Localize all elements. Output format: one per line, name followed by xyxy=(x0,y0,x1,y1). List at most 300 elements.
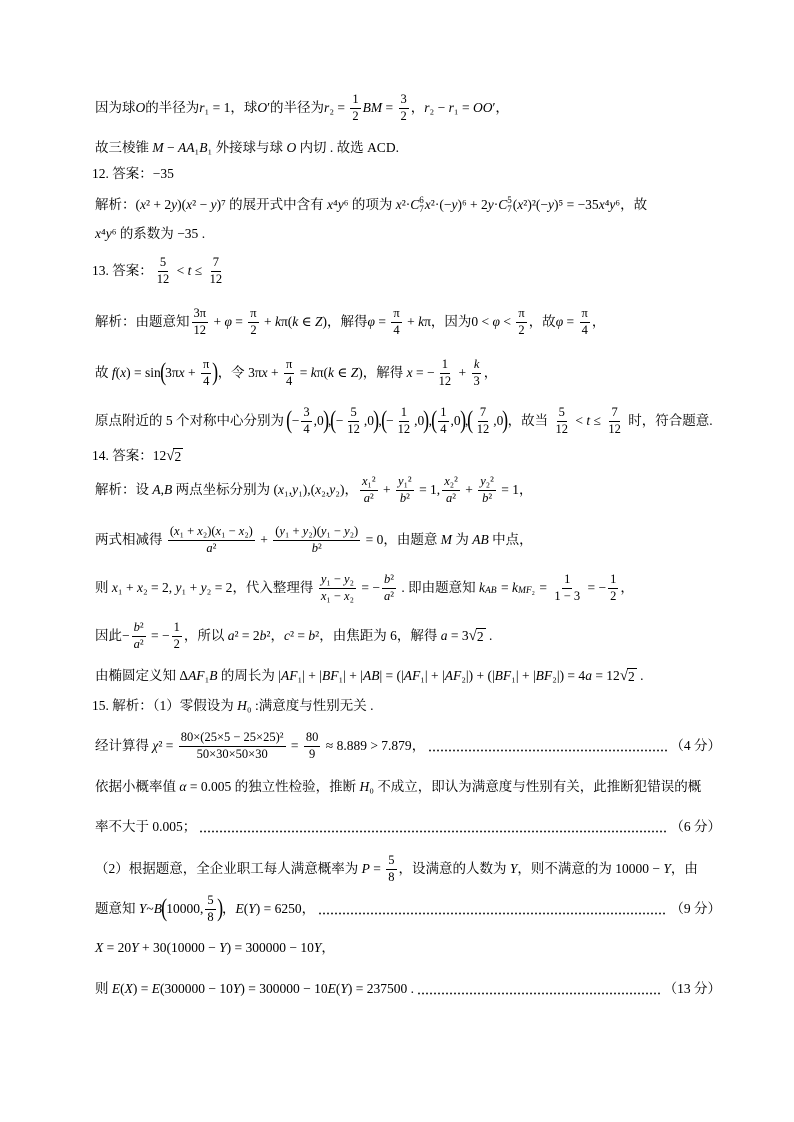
math-expression: (x² + 2y)(x² − y)⁷ xyxy=(135,196,226,212)
text-run: 内切 . 故选 xyxy=(296,139,368,155)
math-variable: χ xyxy=(152,737,159,753)
text-run: :满意度与性别无关 . xyxy=(251,697,374,713)
fraction-denominator: 12 xyxy=(438,373,452,388)
math-expression: O′ xyxy=(257,99,271,115)
text-run: ， xyxy=(221,900,236,916)
fraction-numerator: 1 xyxy=(438,406,448,422)
text-run: ， xyxy=(301,900,316,916)
text-run: ， xyxy=(270,627,284,643)
math-variable: x xyxy=(395,196,402,212)
math-expression xyxy=(510,861,518,877)
math-expression: − xyxy=(122,627,130,643)
text-run: ，设满意的人数为 xyxy=(398,860,510,876)
math-expression: = − xyxy=(357,579,380,595)
math-variable: x xyxy=(278,481,284,497)
math-variable: a xyxy=(206,540,213,555)
bracket: ( xyxy=(161,894,168,922)
math-variable: φ xyxy=(367,313,376,329)
math-variable: Y xyxy=(340,980,348,996)
math-variable: x xyxy=(517,196,524,212)
text-run: ，解得 xyxy=(327,313,368,329)
fraction-denominator: 12 xyxy=(347,421,360,436)
math-expression: , xyxy=(465,412,469,428)
math-expression: ,0 xyxy=(493,412,504,428)
fraction xyxy=(399,93,409,124)
math-expression: + xyxy=(455,364,470,380)
math-variable: x xyxy=(136,579,143,595)
fraction xyxy=(248,307,258,338)
math-variable: y xyxy=(487,196,494,212)
text-run: 12. 答案： xyxy=(92,165,153,181)
text-run: 为 xyxy=(451,531,473,547)
q14-solution-line-2 xyxy=(95,516,721,564)
math-expression: φ = xyxy=(555,313,578,329)
q15-part2-line-4 xyxy=(95,965,721,1013)
math-variable: AB xyxy=(472,531,489,547)
math-variable: O xyxy=(135,99,146,115)
math-variable: y xyxy=(200,579,207,595)
fraction-numerator: π xyxy=(580,307,590,323)
fraction xyxy=(437,358,454,389)
fraction-numerator: 1 xyxy=(562,573,572,589)
text-run: ，故 xyxy=(620,196,648,212)
fraction xyxy=(155,256,172,287)
text-run: ， xyxy=(519,481,533,497)
fraction xyxy=(516,307,526,338)
math-variable: x xyxy=(315,481,322,497)
radical-sign: √ xyxy=(619,668,629,685)
math-variable: y xyxy=(279,523,285,538)
dot-leader xyxy=(318,912,667,915)
fraction-denominator: 1 − 3 xyxy=(554,588,581,603)
math-expression: α = 0.005 xyxy=(179,778,232,794)
fraction xyxy=(304,731,321,762)
bracket: ( xyxy=(467,406,474,434)
fraction-numerator: 3 xyxy=(301,406,311,422)
math-expression: + xyxy=(256,531,272,547)
fraction xyxy=(552,573,582,604)
fraction-numerator: y₂² xyxy=(478,475,496,491)
math-expression: = 1 xyxy=(497,481,520,497)
fraction xyxy=(350,93,360,124)
text-run: ，则不满意的为 xyxy=(517,860,616,876)
fraction xyxy=(205,894,215,925)
math-expression: A,B xyxy=(152,481,173,497)
text-run: . xyxy=(198,225,206,241)
bracket: ( xyxy=(431,406,438,434)
math-variable: BM xyxy=(362,99,383,115)
math-variable: b xyxy=(259,627,267,643)
math-expression: M − AA₁B₁ xyxy=(152,139,213,155)
math-expression: r₂ − r₁ = OO′ xyxy=(424,99,496,115)
math-expression: = xyxy=(287,737,302,753)
math-variable: y xyxy=(210,196,217,212)
math-variable: BF xyxy=(535,667,553,683)
math-variable: AF xyxy=(188,667,205,683)
math-variable: f xyxy=(111,364,116,380)
math-variable: MF xyxy=(517,586,532,597)
math-variable: Y xyxy=(248,900,256,916)
fraction-numerator: 5 xyxy=(205,894,215,910)
math-expression: = k xyxy=(497,579,518,595)
bracket: ( xyxy=(330,406,337,434)
math-variable: φ xyxy=(492,313,500,329)
math-expression: < t ≤ xyxy=(572,412,605,428)
text-run: ，球 xyxy=(230,99,258,115)
math-variable: C xyxy=(498,196,508,212)
math-expression: + xyxy=(379,481,395,497)
text-run: ，故当 xyxy=(507,412,552,428)
fraction-denominator: 2 xyxy=(400,108,407,123)
math-expression: + kπ(k ∈ Z) xyxy=(260,313,328,329)
math-variable: a xyxy=(227,627,235,643)
text-run: 由椭圆定义知 xyxy=(95,667,180,683)
math-expression: − xyxy=(291,412,300,428)
text-run: 率不大于 xyxy=(95,818,153,834)
math-variable: a xyxy=(363,490,371,505)
bracket: ( xyxy=(159,358,166,386)
q13-answer-line xyxy=(92,247,721,295)
fraction-denominator: 12 xyxy=(555,421,569,436)
text-run: 故三棱锥 xyxy=(95,139,153,155)
fraction-numerator: 3π xyxy=(192,307,209,323)
math-variable: H xyxy=(359,778,370,794)
square-root xyxy=(166,448,183,465)
math-expression: E(X) = E(300000 − 10Y) = 300000 − 10E(Y) = 237500 xyxy=(111,980,408,996)
math-variable: k xyxy=(478,579,485,595)
math-variable: x xyxy=(174,523,180,538)
math-expression: −35 xyxy=(152,165,174,181)
math-variable: E xyxy=(235,900,244,916)
fraction-numerator: x₂² xyxy=(442,475,460,491)
fraction-numerator: y₁² xyxy=(396,475,414,491)
q13-solution-line-1 xyxy=(95,298,721,346)
fraction-denominator: b² xyxy=(311,540,322,555)
math-expression: r₂ = xyxy=(324,99,349,115)
math-variable: Y xyxy=(138,900,147,916)
fraction-denominator: a² xyxy=(133,636,144,651)
bracket: ) xyxy=(216,894,223,922)
fraction-denominator: 50×30×50×30 xyxy=(196,746,268,761)
fraction-denominator: 2 xyxy=(250,322,257,337)
bracket: ) xyxy=(322,406,329,434)
superscript: 6 xyxy=(419,195,424,205)
math-expression xyxy=(136,100,146,116)
math-variable: k xyxy=(473,356,480,371)
text-run: 时，符合题意. xyxy=(624,412,713,428)
math-variable: x xyxy=(238,523,245,538)
bracket: ( xyxy=(286,406,293,434)
math-variable: BF xyxy=(494,667,512,683)
math-variable: X xyxy=(95,939,104,955)
math-variable: OO xyxy=(472,99,493,115)
text-run: 经计算得 xyxy=(95,737,153,753)
math-expression: ,0 xyxy=(313,412,324,428)
fraction xyxy=(132,621,146,652)
text-run: 中点， xyxy=(488,531,533,547)
text-run: ， xyxy=(321,939,335,955)
superscript: 5 xyxy=(507,195,512,205)
math-variable: a xyxy=(446,490,453,505)
fraction-numerator: π xyxy=(391,307,401,323)
math-variable: E xyxy=(151,980,160,996)
fraction-numerator: 80×(25×5 − 25×25)² xyxy=(179,731,286,747)
math-expression: H₀ xyxy=(359,778,374,794)
math-variable: a xyxy=(383,588,391,603)
math-expression: = − xyxy=(584,579,607,595)
text-run: 因此 xyxy=(95,627,122,643)
math-variable: a xyxy=(440,627,448,643)
fraction-denominator: b² xyxy=(482,490,493,505)
math-expression: (x²)²(−y)⁵ = −35x⁴y⁶ xyxy=(512,196,621,212)
math-variable: t xyxy=(586,412,591,428)
math-expression: 12 xyxy=(152,447,167,463)
text-run: ， xyxy=(483,364,498,380)
radicand: 2 xyxy=(628,668,635,684)
text-run: 13. 答案： xyxy=(92,262,153,278)
math-variable: k xyxy=(511,579,518,595)
math-expression: = − xyxy=(147,627,170,643)
math-variable: a xyxy=(585,667,592,683)
dot-leader xyxy=(428,749,667,752)
fraction-denominator: 2 xyxy=(173,636,180,651)
math-variable: α xyxy=(179,778,187,794)
math-variable: Z xyxy=(350,364,359,380)
fraction-denominator: 12 xyxy=(608,421,621,436)
math-variable: Y xyxy=(663,860,671,876)
fraction-numerator: 1 xyxy=(172,621,182,637)
math-upright: sin xyxy=(145,364,161,380)
math-expression: + kπ xyxy=(403,313,431,329)
text-run: 14. 答案： xyxy=(92,447,153,463)
text-run: 解析：由题意知 xyxy=(95,313,190,329)
text-run: . xyxy=(636,667,644,683)
math-variable: Y xyxy=(313,939,322,955)
fraction xyxy=(172,621,182,652)
math-expression xyxy=(472,532,489,548)
math-variable: x xyxy=(178,364,185,380)
text-run: ，故 xyxy=(528,313,556,329)
fraction-denominator: 4 xyxy=(286,373,293,388)
math-variable: y xyxy=(320,523,327,538)
fraction-denominator: 12 xyxy=(209,271,223,286)
fraction-numerator: 1 xyxy=(440,358,450,374)
text-run: 不成立，即认为满意度与性别有关，此推断犯错误的概 xyxy=(373,778,702,794)
math-variable: y xyxy=(337,196,344,212)
math-variable: B xyxy=(164,481,173,497)
math-expression: −35 xyxy=(177,225,199,241)
math-variable: B xyxy=(153,900,162,916)
dot-leader xyxy=(199,830,667,833)
math-variable: y xyxy=(344,523,350,538)
text-run: ，代入整理得 xyxy=(232,579,317,595)
fraction xyxy=(580,307,590,338)
q14-solution-line-1 xyxy=(95,466,721,514)
math-variable: b xyxy=(383,571,391,586)
text-run: ，由题意 xyxy=(383,531,441,547)
math-variable: x xyxy=(444,473,450,488)
math-expression: x²·(−y)⁶ + 2y·C xyxy=(424,196,508,212)
math-expression: = xyxy=(535,579,551,595)
math-expression: BM = xyxy=(362,99,397,115)
math-variable: a xyxy=(133,636,140,651)
math-variable: y xyxy=(292,481,299,497)
fraction-numerator: π xyxy=(201,358,211,374)
math-variable: x xyxy=(344,588,350,603)
fraction xyxy=(391,307,401,338)
fraction xyxy=(386,854,396,885)
text-run: ，由 xyxy=(670,860,698,876)
math-variable: x xyxy=(361,473,368,488)
math-variable: x xyxy=(215,523,222,538)
fraction-denominator: 3 xyxy=(473,373,480,388)
math-expression: ,0 xyxy=(414,412,425,428)
text-run: ， xyxy=(411,737,426,753)
math-variable: b xyxy=(311,540,318,555)
fraction-denominator: 12 xyxy=(193,322,207,337)
math-expression: φ = xyxy=(367,313,390,329)
math-variable: y xyxy=(344,571,350,586)
math-variable: r xyxy=(448,99,454,115)
math-expression: = kπ(k ∈ Z) xyxy=(296,364,363,380)
fraction-numerator: b² xyxy=(132,621,146,637)
math-variable: E xyxy=(327,980,336,996)
q13-solution-line-2 xyxy=(95,349,721,397)
math-expression: , xyxy=(378,412,382,428)
math-variable: x xyxy=(186,196,193,212)
fraction-numerator: π xyxy=(516,307,526,323)
fraction-numerator: 1 xyxy=(608,573,618,589)
math-variable: y xyxy=(480,473,486,488)
radicand: 2 xyxy=(476,628,484,644)
fraction-numerator: (y₁ + y₂)(y₁ − y₂) xyxy=(273,525,360,541)
math-variable: B xyxy=(199,139,208,155)
math-variable: x xyxy=(406,364,413,380)
fraction-numerator: 5 xyxy=(557,406,567,422)
math-variable: x xyxy=(197,523,203,538)
math-variable: k xyxy=(292,313,299,329)
text-run: （4 分） xyxy=(670,737,721,753)
math-variable: x xyxy=(320,588,327,603)
fraction-denominator: 4 xyxy=(393,322,400,337)
bracket: ) xyxy=(373,406,380,434)
bracket: ) xyxy=(212,358,219,386)
fraction-denominator: 8 xyxy=(207,909,214,924)
math-variable: y xyxy=(105,225,112,241)
fraction xyxy=(442,475,460,506)
fraction-denominator: 12 xyxy=(156,271,170,286)
text-run: 题意知 xyxy=(95,900,139,916)
math-variable: AB xyxy=(484,586,497,597)
bracket: ) xyxy=(423,406,430,434)
fraction xyxy=(201,358,211,389)
math-expression: 0 < φ < xyxy=(471,313,515,329)
fraction xyxy=(284,358,294,389)
math-variable: M xyxy=(440,531,452,547)
fraction-denominator: 2 xyxy=(610,588,617,603)
math-variable: y xyxy=(548,196,554,212)
math-variable: φ xyxy=(555,313,564,329)
fraction-numerator: b² xyxy=(382,573,396,589)
math-variable: C xyxy=(410,196,420,212)
fraction xyxy=(319,573,356,604)
text-run: 解析：设 xyxy=(95,481,153,497)
math-expression: χ² = xyxy=(152,737,177,753)
text-run: 原点附近的 5 个对称中心分别为 xyxy=(95,412,288,428)
fraction xyxy=(273,525,360,556)
math-upright: ACD. xyxy=(367,139,399,155)
math-variable: P xyxy=(361,860,370,876)
math-expression: + xyxy=(461,481,477,497)
fraction-numerator xyxy=(472,358,482,374)
text-run: ， xyxy=(620,579,634,595)
math-variable: r xyxy=(324,99,330,115)
math-variable: c xyxy=(283,627,290,643)
math-variable: Y xyxy=(219,939,227,955)
text-run: 因为球 xyxy=(95,99,136,115)
math-variable: AF xyxy=(444,667,462,683)
text-run: （13 分） xyxy=(663,980,721,996)
math-variable: k xyxy=(274,313,281,329)
math-variable: b xyxy=(399,490,407,505)
math-expression: ≈ 8.889 > 7.879 xyxy=(322,737,412,753)
math-expression: x⁴y⁶ xyxy=(95,225,117,241)
fraction-denominator: 8 xyxy=(388,869,395,884)
fraction xyxy=(472,358,482,389)
math-expression: E(Y) = 6250 xyxy=(235,900,302,916)
math-expression: < t ≤ xyxy=(173,262,206,278)
math-variable: Y xyxy=(131,939,139,955)
math-expression: − xyxy=(335,412,344,428)
math-variable: x xyxy=(95,225,101,241)
math-variable: x xyxy=(111,579,118,595)
math-variable: x xyxy=(424,196,431,212)
text-run: 则 xyxy=(95,579,112,595)
text-run: ，所以 xyxy=(183,627,228,643)
fraction-denominator: x₁ − x₂ xyxy=(320,588,354,603)
math-variable: BF xyxy=(321,667,339,683)
math-expression: (x₁,y₁),(x₂,y₂) xyxy=(273,481,345,497)
subscript: MF₂ xyxy=(517,586,535,597)
text-run: ，令 xyxy=(217,364,249,380)
text-run: 的半径为 xyxy=(270,99,325,115)
fraction-denominator: 4 xyxy=(581,322,588,337)
text-run: ，由焦距为 6，解得 xyxy=(319,627,441,643)
text-run: 的独立性检验，推断 xyxy=(231,778,360,794)
dot-leader xyxy=(417,992,661,995)
text-run: 外接球与球 xyxy=(212,139,287,155)
fraction-denominator: 4 xyxy=(203,373,210,388)
fraction-denominator: 12 xyxy=(397,421,411,436)
radical-sign: √ xyxy=(468,628,477,645)
fraction xyxy=(478,475,496,506)
math-variable: O xyxy=(286,139,297,155)
fraction-denominator: 2 xyxy=(352,108,359,123)
math-expression: a² = 2b² xyxy=(227,627,271,643)
fraction-numerator: y₁ − y₂ xyxy=(319,573,356,589)
subscript: 7 xyxy=(419,204,424,214)
math-expression: 10000, xyxy=(166,900,204,916)
fraction-numerator: 7 xyxy=(478,406,488,422)
fraction-denominator: 12 xyxy=(476,421,490,436)
math-expression: r₁ = 1 xyxy=(199,99,231,115)
math-expression: 0.005 xyxy=(152,818,183,834)
text-run: 的系数为 xyxy=(116,225,178,241)
fraction-numerator: π xyxy=(284,358,294,374)
math-variable: AB xyxy=(362,667,380,683)
math-variable: x xyxy=(120,364,127,380)
math-expression: = 1, xyxy=(415,481,441,497)
